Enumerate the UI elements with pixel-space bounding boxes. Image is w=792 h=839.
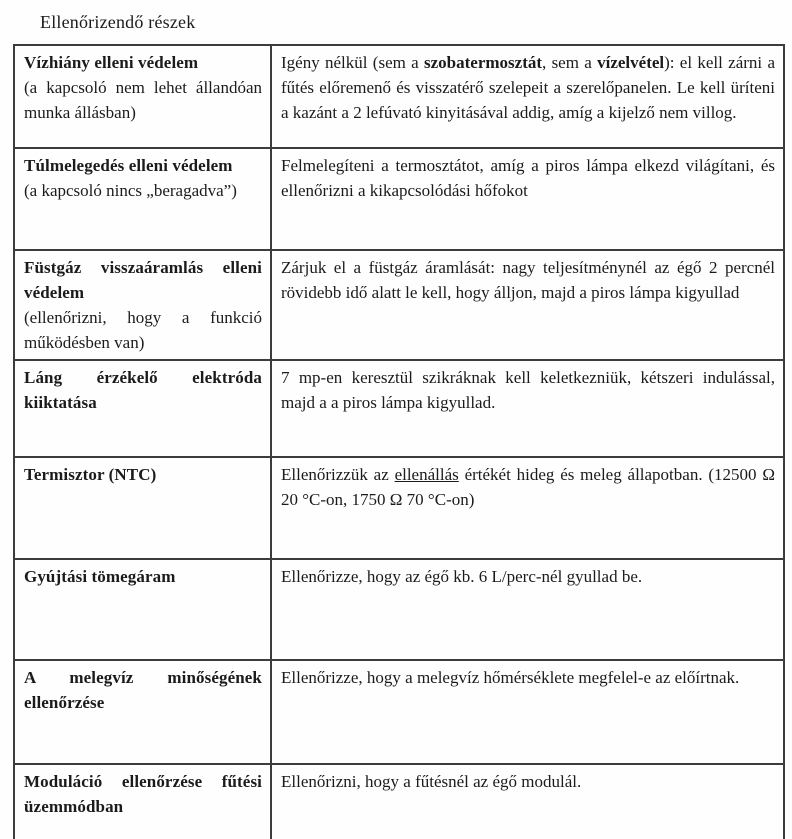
part-title: Láng érzékelő elektróda kiiktatása: [24, 368, 262, 412]
check-text: Ellenőrizze, hogy az égő kb. 6 L/perc-nél gyullad be.: [281, 567, 643, 586]
table-row: [14, 559, 784, 660]
part-cell: [14, 764, 271, 839]
part-title: A melegvíz minőségének ellenőrzése: [24, 668, 262, 712]
check-text: Igény nélkül (sem a szobatermosztát, sem a vízelvétel): el kell zárni a fűtés előremenő és visszatérő szelepeit a szerelőpanelen. Le kell üríteni a kazánt a 2 lefúvató kinyitásával addig, amíg a kijelző nem villog.: [281, 53, 775, 122]
part-cell: [14, 250, 271, 360]
part-cell: [14, 660, 271, 764]
check-text: Ellenőrizni, hogy a fűtésnél az égő modulál.: [281, 772, 582, 791]
part-title: Füstgáz visszaáramlás elleni védelem: [24, 258, 262, 302]
part-cell: [14, 45, 271, 148]
check-text: Felmelegíteni a termosztátot, amíg a piros lámpa elkezd világítani, és ellenőrizni a kikapcsolódási hőfokot: [281, 156, 775, 200]
part-title: Vízhiány elleni védelem: [24, 53, 199, 72]
check-cell: [271, 360, 784, 457]
table-row: [14, 360, 784, 457]
check-text: 7 mp-en keresztül szikráknak kell keletkezniük, kétszeri indulással, majd a a piros lámpa kigyullad.: [281, 368, 775, 412]
part-title: Túlmelegedés elleni védelem: [24, 156, 233, 175]
part-cell: [14, 148, 271, 250]
check-text: Zárjuk el a füstgáz áramlását: nagy teljesítménynél az égő 2 percnél rövidebb idő alatt le kell, hogy álljon, majd a piros lámpa kigyullad: [281, 258, 775, 302]
check-cell: [271, 764, 784, 839]
table-row: [14, 764, 784, 839]
part-note: (ellenőrizni, hogy a funkció működésben van): [24, 308, 262, 352]
table-body: [14, 45, 784, 839]
check-cell: [271, 45, 784, 148]
part-note: (a kapcsoló nincs „beragadva”): [24, 181, 237, 200]
part-title: Termisztor (NTC): [24, 465, 157, 484]
check-cell: [271, 559, 784, 660]
page-title: Ellenőrizendő részek: [40, 12, 196, 32]
check-cell: [271, 148, 784, 250]
table-row: [14, 250, 784, 360]
part-cell: [14, 457, 271, 559]
table-row: [14, 148, 784, 250]
check-cell: [271, 250, 784, 360]
check-text: Ellenőrizze, hogy a melegvíz hőmérséklete megfelel-e az előírtnak.: [281, 668, 740, 687]
part-cell: [14, 360, 271, 457]
check-text: Ellenőrizzük az ellenállás értékét hideg és meleg állapotban. (12500 Ω 20 °C-on, 1750 Ω 70 °C-on): [281, 465, 775, 509]
checks-table: [13, 44, 785, 839]
table-row: [14, 457, 784, 559]
part-cell: [14, 559, 271, 660]
part-title: Gyújtási tömegáram: [24, 567, 176, 586]
check-cell: [271, 457, 784, 559]
part-title: Moduláció ellenőrzése fűtési üzemmódban: [24, 772, 262, 816]
table-row: [14, 660, 784, 764]
part-note: (a kapcsoló nem lehet állandóan munka állásban): [24, 78, 262, 122]
check-cell: [271, 660, 784, 764]
table-row: [14, 45, 784, 148]
